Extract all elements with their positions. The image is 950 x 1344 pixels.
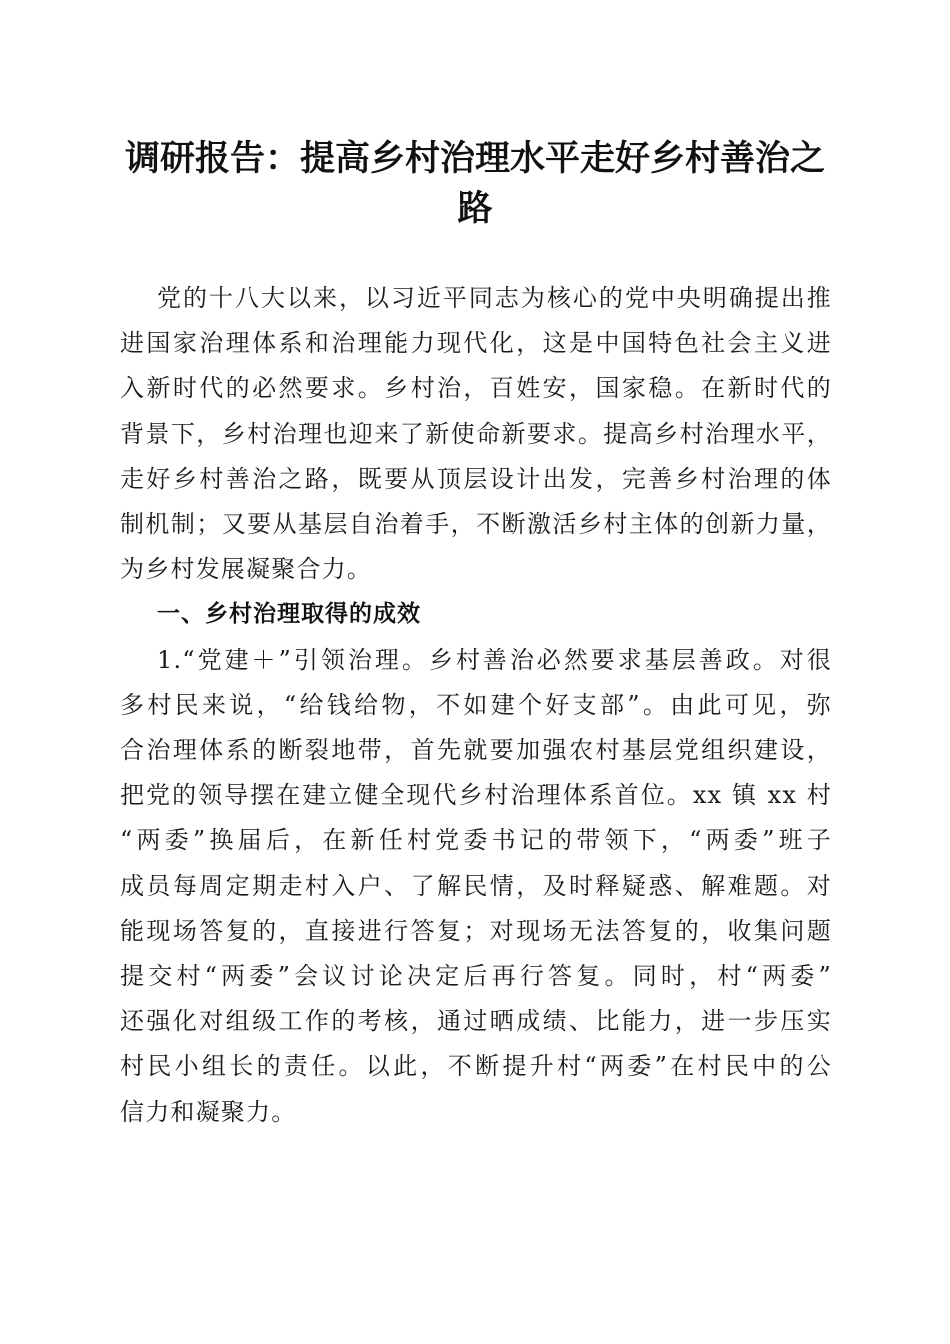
document-title: [110, 134, 840, 234]
point-1-line-7: 能现场答复的，直接进行答复；对现场无法答复的，收集问题: [120, 916, 832, 945]
intro-line-7: 为乡村发展凝聚合力。: [120, 555, 372, 584]
title-line-2: 路: [457, 188, 493, 229]
point-1-line-1: 1.“党建＋”引领治理。乡村善治必然要求基层善政。对很: [157, 645, 832, 674]
point-1-line-6: 成员每周定期走村入户、了解民情，及时释疑惑、解难题。对: [120, 871, 832, 900]
point-1-line-10: 村民小组长的责任。以此，不断提升村“两委”在村民中的公: [120, 1052, 832, 1081]
point-1-line-4: 把党的领导摆在建立健全现代乡村治理体系首位。xx 镇 xx 村: [120, 781, 832, 810]
intro-line-1: 党的十八大以来，以习近平同志为核心的党中央明确提出推: [157, 284, 832, 312]
title-line-1: 调研报告：提高乡村治理水平走好乡村善治之: [124, 138, 825, 179]
intro-paragraph: [120, 276, 832, 592]
point-1-line-9: 还强化对组级工作的考核，通过晒成绩、比能力，进一步压实: [120, 1007, 832, 1036]
point-1-line-8: 提交村“两委”会议讨论决定后再行答复。同时，村“两委”: [120, 962, 832, 991]
intro-line-3: 入新时代的必然要求。乡村治，百姓安，国家稳。在新时代的: [120, 374, 832, 403]
section-heading: 一、乡村治理取得的成效: [157, 601, 421, 628]
intro-line-5: 走好乡村善治之路，既要从顶层设计出发，完善乡村治理的体: [120, 464, 832, 493]
intro-line-4: 背景下，乡村治理也迎来了新使命新要求。提高乡村治理水平，: [120, 419, 832, 448]
document-body: [120, 276, 832, 1135]
point-1-line-5: “两委”换届后，在新任村党委书记的带领下，“两委”班子: [120, 826, 832, 855]
point-1-line-2: 多村民来说，“给钱给物，不如建个好支部”。由此可见，弥: [120, 690, 832, 719]
point-1-line-11: 信力和凝聚力。: [120, 1097, 297, 1126]
point-1-line-3: 合治理体系的断裂地带，首先就要加强农村基层党组织建设，: [120, 736, 832, 765]
intro-line-6: 制机制；又要从基层自治着手，不断激活乡村主体的创新力量，: [120, 510, 832, 539]
point-1-paragraph: [120, 638, 832, 1135]
intro-line-2: 进国家治理体系和治理能力现代化，这是中国特色社会主义进: [120, 329, 832, 358]
